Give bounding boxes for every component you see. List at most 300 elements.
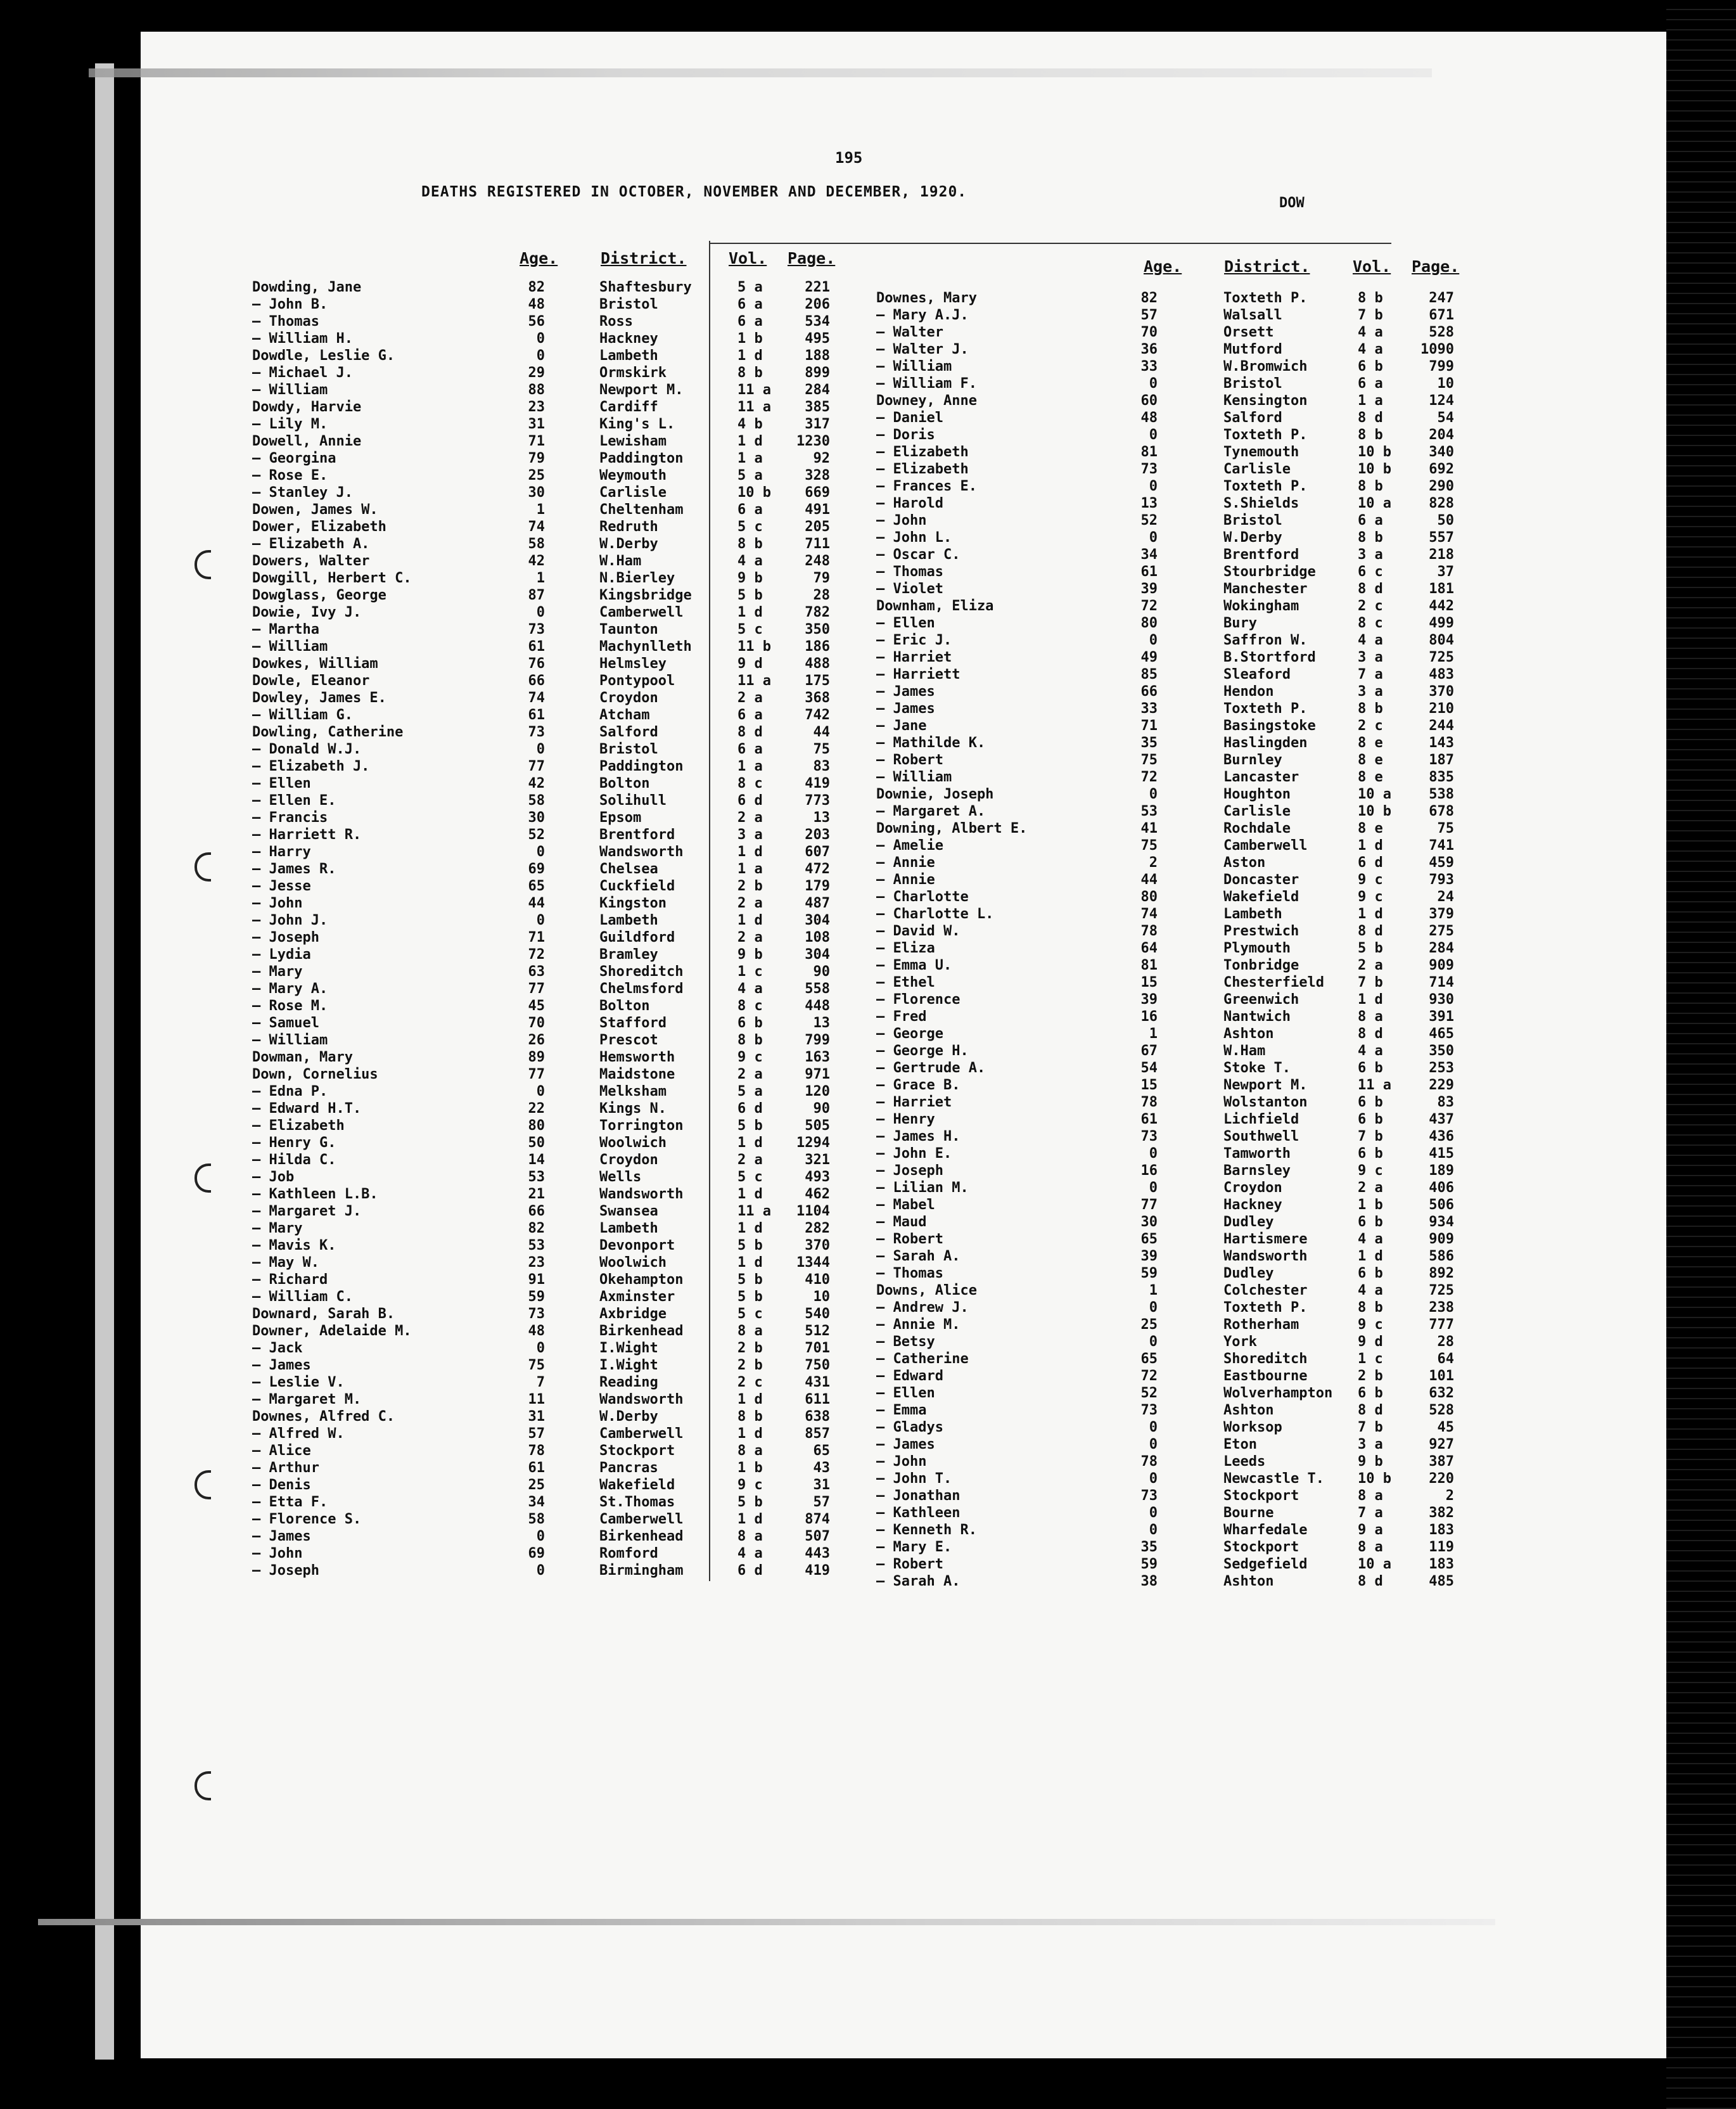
- entry-volume: 8 e: [1358, 735, 1383, 751]
- entry-age: 80: [1140, 615, 1158, 631]
- entry-name: — Ellen: [876, 615, 935, 631]
- entry-page: 350: [1429, 1043, 1454, 1059]
- entry-district: Woolwich: [599, 1135, 667, 1151]
- entry-district: Hackney: [599, 331, 658, 347]
- entry-district: Kings N.: [599, 1101, 667, 1117]
- entry-age: 61: [528, 707, 545, 723]
- bottom-scan-streak: [38, 1919, 1495, 1925]
- entry-volume: 10 a: [1358, 786, 1391, 802]
- entry-volume: 8 e: [1358, 752, 1383, 768]
- entry-district: Lambeth: [1223, 906, 1282, 922]
- entry-age: 80: [1140, 889, 1158, 905]
- entry-name: — Elizabeth A.: [252, 536, 370, 552]
- entry-page: 557: [1429, 530, 1454, 546]
- entry-name: — Charlotte L.: [876, 906, 994, 922]
- entry-volume: 1 d: [737, 348, 763, 364]
- entry-age: 72: [528, 947, 545, 963]
- entry-page: 410: [805, 1272, 830, 1288]
- entry-page: 13: [813, 810, 830, 826]
- entry-name: — Florence: [876, 992, 961, 1008]
- entry-district: Eastbourne: [1223, 1368, 1308, 1384]
- entry-page: 218: [1429, 547, 1454, 563]
- entry-district: Ashton: [1223, 1026, 1274, 1042]
- entry-age: 77: [528, 981, 545, 997]
- entry-district: York: [1223, 1334, 1257, 1350]
- entry-name: — Sarah A.: [876, 1248, 961, 1264]
- entry-page: 37: [1437, 564, 1454, 580]
- entry-district: Guildford: [599, 930, 675, 946]
- entry-district: Weymouth: [599, 468, 667, 484]
- entry-age: 82: [1140, 290, 1158, 306]
- entry-district: Colchester: [1223, 1283, 1308, 1298]
- entry-volume: 1 d: [1358, 838, 1383, 854]
- entry-volume: 3 a: [1358, 547, 1383, 563]
- entry-name: — Emma: [876, 1402, 927, 1418]
- entry-district: Lambeth: [599, 1221, 658, 1236]
- entry-page: 485: [1429, 1574, 1454, 1589]
- entry-name: — Gladys: [876, 1420, 943, 1435]
- entry-page: 725: [1429, 650, 1454, 665]
- entry-district: Croydon: [1223, 1180, 1282, 1196]
- entry-page: 350: [805, 622, 830, 638]
- entry-volume: 6 d: [737, 793, 763, 809]
- entry-name: Dowding, Jane: [252, 279, 362, 295]
- entry-district: Newcastle T.: [1223, 1471, 1324, 1487]
- entry-age: 70: [1140, 324, 1158, 340]
- entry-name: Downes, Alfred C.: [252, 1409, 395, 1425]
- entry-volume: 4 a: [737, 553, 763, 569]
- entry-page: 220: [1429, 1471, 1454, 1487]
- entry-page: 1344: [796, 1255, 830, 1271]
- entry-page: 181: [1429, 581, 1454, 597]
- entry-name: — Kathleen: [876, 1505, 961, 1521]
- entry-age: 0: [1149, 1146, 1158, 1162]
- entry-age: 0: [536, 1084, 545, 1099]
- entry-name: — Margaret J.: [252, 1203, 362, 1219]
- entry-age: 2: [1149, 855, 1158, 871]
- entry-page: 370: [1429, 684, 1454, 700]
- entry-volume: 1 d: [737, 1135, 763, 1151]
- header-page: Page.: [1412, 257, 1460, 276]
- entry-name: — Alice: [252, 1443, 311, 1459]
- entry-page: 43: [813, 1460, 830, 1476]
- entry-page: 909: [1429, 958, 1454, 973]
- entry-age: 36: [1140, 342, 1158, 357]
- entry-age: 54: [1140, 1060, 1158, 1076]
- entry-age: 29: [528, 365, 545, 381]
- entry-name: — Etta F.: [252, 1494, 328, 1510]
- entry-age: 73: [1140, 461, 1158, 477]
- entry-page: 2: [1445, 1488, 1454, 1504]
- entry-age: 77: [1140, 1197, 1158, 1213]
- entry-volume: 8 d: [737, 724, 763, 740]
- entry-volume: 8 a: [1358, 1009, 1383, 1025]
- entry-name: — John: [252, 1546, 303, 1561]
- entry-page: 187: [1429, 752, 1454, 768]
- entry-page: 90: [813, 1101, 830, 1117]
- entry-age: 71: [1140, 718, 1158, 734]
- entry-age: 58: [528, 1511, 545, 1527]
- entry-name: — Margaret M.: [252, 1392, 362, 1407]
- entry-district: Houghton: [1223, 786, 1291, 802]
- entry-volume: 8 a: [1358, 1539, 1383, 1555]
- entry-district: Brentford: [599, 827, 675, 843]
- entry-district: Camberwell: [599, 1511, 684, 1527]
- entry-age: 0: [1149, 1437, 1158, 1452]
- entry-age: 0: [1149, 1420, 1158, 1435]
- entry-district: Prescot: [599, 1032, 658, 1048]
- entry-age: 78: [528, 1443, 545, 1459]
- entry-name: — Harriet: [876, 650, 952, 665]
- entry-page: 321: [805, 1152, 830, 1168]
- entry-district: Aston: [1223, 855, 1266, 871]
- entry-district: Basingstoke: [1223, 718, 1316, 734]
- entry-page: 892: [1429, 1266, 1454, 1281]
- entry-volume: 8 e: [1358, 821, 1383, 837]
- entry-name: — Mary: [252, 964, 303, 980]
- entry-volume: 11 a: [737, 1203, 771, 1219]
- entry-volume: 10 b: [1358, 444, 1391, 460]
- entry-district: Leeds: [1223, 1454, 1266, 1470]
- entry-page: 495: [805, 331, 830, 347]
- entry-age: 82: [528, 1221, 545, 1236]
- entry-page: 540: [805, 1306, 830, 1322]
- entry-volume: 2 a: [737, 930, 763, 946]
- entry-page: 930: [1429, 992, 1454, 1008]
- entry-page: 442: [1429, 598, 1454, 614]
- entry-district: Woolwich: [599, 1255, 667, 1271]
- entry-age: 0: [1149, 632, 1158, 648]
- entry-age: 88: [528, 382, 545, 398]
- entry-district: Kingston: [599, 895, 667, 911]
- entry-volume: 6 b: [1358, 1094, 1383, 1110]
- entry-name: — Harriett R.: [252, 827, 362, 843]
- entry-page: 725: [1429, 1283, 1454, 1298]
- entry-volume: 2 b: [1358, 1368, 1383, 1384]
- entry-volume: 1 d: [737, 1186, 763, 1202]
- entry-district: Axminster: [599, 1289, 675, 1305]
- entry-district: Camberwell: [599, 605, 684, 620]
- entry-age: 25: [528, 1477, 545, 1493]
- entry-name: — William G.: [252, 707, 353, 723]
- entry-page: 124: [1429, 393, 1454, 409]
- entry-district: Brentford: [1223, 547, 1299, 563]
- entry-district: Birkenhead: [599, 1323, 684, 1339]
- entry-page: 188: [805, 348, 830, 364]
- entry-volume: 8 b: [737, 365, 763, 381]
- entry-age: 0: [536, 348, 545, 364]
- entry-page: 28: [813, 587, 830, 603]
- entry-age: 78: [1140, 1094, 1158, 1110]
- entry-district: Orsett: [1223, 324, 1274, 340]
- entry-age: 0: [536, 1340, 545, 1356]
- entry-district: Redruth: [599, 519, 658, 535]
- entry-district: Tynemouth: [1223, 444, 1299, 460]
- entry-name: — Samuel: [252, 1015, 319, 1031]
- entry-district: Cardiff: [599, 399, 658, 415]
- entry-age: 57: [1140, 307, 1158, 323]
- entry-volume: 11 a: [737, 382, 771, 398]
- entry-district: Haslingden: [1223, 735, 1308, 751]
- entry-volume: 8 d: [1358, 1026, 1383, 1042]
- entry-volume: 2 a: [1358, 1180, 1383, 1196]
- entry-district: Stoke T.: [1223, 1060, 1291, 1076]
- entry-district: Maidstone: [599, 1067, 675, 1082]
- entry-district: Birkenhead: [599, 1529, 684, 1544]
- entry-volume: 2 a: [1358, 958, 1383, 973]
- entry-name: — Thomas: [876, 1266, 943, 1281]
- entry-age: 52: [1140, 1385, 1158, 1401]
- entry-volume: 5 c: [737, 519, 763, 535]
- entry-age: 78: [1140, 1454, 1158, 1470]
- entry-name: — Harriet: [876, 1094, 952, 1110]
- entry-age: 87: [528, 587, 545, 603]
- entry-name: — James H.: [876, 1129, 961, 1144]
- entry-name: — Robert: [876, 1556, 943, 1572]
- entry-name: — Ellen: [876, 1385, 935, 1401]
- entry-page: 632: [1429, 1385, 1454, 1401]
- entry-name: — Martha: [252, 622, 319, 638]
- entry-volume: 6 d: [737, 1563, 763, 1579]
- entry-district: Hemsworth: [599, 1049, 675, 1065]
- entry-name: — Mabel: [876, 1197, 935, 1213]
- entry-volume: 4 b: [737, 416, 763, 432]
- entry-district: Salford: [1223, 410, 1282, 426]
- entry-age: 0: [1149, 1300, 1158, 1316]
- entry-name: — Arthur: [252, 1460, 319, 1476]
- entry-name: Downs, Alice: [876, 1283, 977, 1298]
- entry-district: Wells: [599, 1169, 642, 1185]
- entry-name: — William C.: [252, 1289, 353, 1305]
- entry-volume: 8 b: [1358, 290, 1383, 306]
- entry-volume: 6 b: [1358, 1214, 1383, 1230]
- entry-volume: 2 a: [737, 690, 763, 706]
- entry-age: 75: [528, 1357, 545, 1373]
- entry-district: Hartismere: [1223, 1231, 1308, 1247]
- entry-age: 44: [1140, 872, 1158, 888]
- entry-district: Chesterfield: [1223, 975, 1324, 990]
- entry-page: 175: [805, 673, 830, 689]
- entry-volume: 5 c: [737, 1306, 763, 1322]
- entry-age: 53: [1140, 804, 1158, 819]
- entry-volume: 11 a: [737, 673, 771, 689]
- entry-page: 24: [1437, 889, 1454, 905]
- entry-page: 465: [1429, 1026, 1454, 1042]
- entry-name: Downes, Mary: [876, 290, 977, 306]
- entry-name: — Lydia: [252, 947, 311, 963]
- entry-page: 459: [1429, 855, 1454, 871]
- entry-page: 835: [1429, 769, 1454, 785]
- entry-name: — James R.: [252, 861, 336, 877]
- entry-page: 436: [1429, 1129, 1454, 1144]
- entry-volume: 8 b: [1358, 427, 1383, 443]
- entry-volume: 5 a: [737, 279, 763, 295]
- entry-district: St.Thomas: [599, 1494, 675, 1510]
- entry-name: — Joseph: [252, 1563, 319, 1579]
- entry-volume: 8 d: [1358, 923, 1383, 939]
- entry-page: 108: [805, 930, 830, 946]
- entry-district: B.Stortford: [1223, 650, 1316, 665]
- entry-district: Kingsbridge: [599, 587, 692, 603]
- entry-name: — John T.: [876, 1471, 952, 1487]
- entry-age: 0: [1149, 786, 1158, 802]
- entry-age: 67: [1140, 1043, 1158, 1059]
- entry-volume: 9 b: [737, 947, 763, 963]
- entry-page: 290: [1429, 478, 1454, 494]
- entry-name: Dowgill, Herbert C.: [252, 570, 412, 586]
- entry-district: Manchester: [1223, 581, 1308, 597]
- entry-name: — David W.: [876, 923, 961, 939]
- entry-page: 143: [1429, 735, 1454, 751]
- entry-page: 538: [1429, 786, 1454, 802]
- entry-page: 462: [805, 1186, 830, 1202]
- entry-page: 186: [805, 639, 830, 655]
- entry-page: 777: [1429, 1317, 1454, 1333]
- entry-volume: 1 c: [1358, 1351, 1383, 1367]
- entry-page: 340: [1429, 444, 1454, 460]
- entry-district: Bury: [1223, 615, 1257, 631]
- entry-name: — Edward H.T.: [252, 1101, 362, 1117]
- entry-page: 1294: [796, 1135, 830, 1151]
- entry-name: — William H.: [252, 331, 353, 347]
- entry-page: 607: [805, 844, 830, 860]
- entry-page: 238: [1429, 1300, 1454, 1316]
- entry-name: — James: [876, 1437, 935, 1452]
- entry-age: 38: [1140, 1574, 1158, 1589]
- entry-volume: 2 b: [737, 1340, 763, 1356]
- entry-page: 506: [1429, 1197, 1454, 1213]
- entry-age: 23: [528, 399, 545, 415]
- entry-volume: 9 d: [737, 656, 763, 672]
- entry-volume: 8 b: [1358, 530, 1383, 546]
- entry-volume: 1 d: [737, 1511, 763, 1527]
- entry-volume: 2 b: [737, 1357, 763, 1373]
- entry-name: — William: [876, 769, 952, 785]
- entry-volume: 1 d: [1358, 906, 1383, 922]
- entry-page: 75: [1437, 821, 1454, 837]
- entry-page: 57: [813, 1494, 830, 1510]
- entry-page: 483: [1429, 667, 1454, 683]
- entry-page: 419: [805, 1563, 830, 1579]
- entry-name: — Betsy: [876, 1334, 935, 1350]
- entry-page: 205: [805, 519, 830, 535]
- entry-district: Saffron W.: [1223, 632, 1308, 648]
- entry-district: Sleaford: [1223, 667, 1291, 683]
- entry-page: 512: [805, 1323, 830, 1339]
- entry-district: Epsom: [599, 810, 642, 826]
- entry-name: — Mary E.: [876, 1539, 952, 1555]
- entry-page: 31: [813, 1477, 830, 1493]
- entry-volume: 5 b: [737, 1494, 763, 1510]
- entry-age: 16: [1140, 1163, 1158, 1179]
- entry-volume: 8 a: [737, 1529, 763, 1544]
- entry-district: Solihull: [599, 793, 667, 809]
- entry-page: 534: [805, 314, 830, 330]
- entry-district: Swansea: [599, 1203, 658, 1219]
- entry-page: 275: [1429, 923, 1454, 939]
- entry-name: — Margaret A.: [876, 804, 986, 819]
- entry-district: Rochdale: [1223, 821, 1291, 837]
- entry-age: 23: [528, 1255, 545, 1271]
- entry-volume: 1 b: [737, 331, 763, 347]
- entry-name: — Rose E.: [252, 468, 328, 484]
- entry-name: — James: [876, 684, 935, 700]
- entry-age: 0: [536, 605, 545, 620]
- entry-volume: 5 c: [737, 622, 763, 638]
- entry-volume: 10 a: [1358, 496, 1391, 511]
- entry-volume: 6 a: [737, 741, 763, 757]
- entry-name: — Robert: [876, 752, 943, 768]
- entry-name: — Alfred W.: [252, 1426, 345, 1442]
- entry-district: Cheltenham: [599, 502, 684, 518]
- entry-volume: 4 a: [1358, 1283, 1383, 1298]
- entry-district: Melksham: [599, 1084, 667, 1099]
- entry-age: 35: [1140, 1539, 1158, 1555]
- entry-name: — William: [876, 359, 952, 375]
- entry-volume: 11 a: [1358, 1077, 1391, 1093]
- entry-age: 61: [1140, 1112, 1158, 1127]
- entry-age: 58: [528, 793, 545, 809]
- entry-name: Downie, Joseph: [876, 786, 994, 802]
- entry-age: 74: [528, 690, 545, 706]
- entry-district: Hackney: [1223, 1197, 1282, 1213]
- entry-page: 45: [1437, 1420, 1454, 1435]
- entry-age: 59: [1140, 1556, 1158, 1572]
- entry-district: W.Bromwich: [1223, 359, 1308, 375]
- entry-age: 35: [1140, 735, 1158, 751]
- entry-volume: 9 b: [737, 570, 763, 586]
- entry-district: Chelmsford: [599, 981, 684, 997]
- entry-age: 53: [528, 1169, 545, 1185]
- entry-volume: 9 c: [737, 1049, 763, 1065]
- entry-district: Toxteth P.: [1223, 427, 1308, 443]
- entry-page: 934: [1429, 1214, 1454, 1230]
- entry-age: 39: [1140, 1248, 1158, 1264]
- entry-age: 73: [1140, 1129, 1158, 1144]
- entry-page: 671: [1429, 307, 1454, 323]
- entry-district: Shaftesbury: [599, 279, 692, 295]
- entry-district: I.Wight: [599, 1340, 658, 1356]
- entry-name: Downing, Albert E.: [876, 821, 1028, 837]
- entry-name: — Elizabeth: [252, 1118, 345, 1134]
- entry-district: Croydon: [599, 690, 658, 706]
- entry-name: — Eric J.: [876, 632, 952, 648]
- entry-district: Burnley: [1223, 752, 1282, 768]
- entry-page: 221: [805, 279, 830, 295]
- entry-name: — William: [252, 639, 328, 655]
- entry-district: Pontypool: [599, 673, 675, 689]
- entry-name: — Mary A.: [252, 981, 328, 997]
- entry-district: Worksop: [1223, 1420, 1282, 1435]
- entry-name: — Henry G.: [252, 1135, 336, 1151]
- entry-page: 857: [805, 1426, 830, 1442]
- entry-age: 0: [536, 741, 545, 757]
- entry-page: 678: [1429, 804, 1454, 819]
- entry-name: — Denis: [252, 1477, 311, 1493]
- header-district: District.: [1224, 257, 1310, 276]
- entry-name: — Emma U.: [876, 958, 952, 973]
- entry-volume: 4 a: [1358, 632, 1383, 648]
- entry-name: Downham, Eliza: [876, 598, 994, 614]
- header-district: District.: [601, 249, 687, 267]
- entry-name: — Joseph: [252, 930, 319, 946]
- entry-age: 69: [528, 1546, 545, 1561]
- entry-name: — John L.: [876, 530, 952, 546]
- entry-name: — Jonathan: [876, 1488, 961, 1504]
- entry-volume: 1 d: [1358, 992, 1383, 1008]
- entry-district: Wakefield: [1223, 889, 1299, 905]
- entry-name: Downer, Adelaide M.: [252, 1323, 412, 1339]
